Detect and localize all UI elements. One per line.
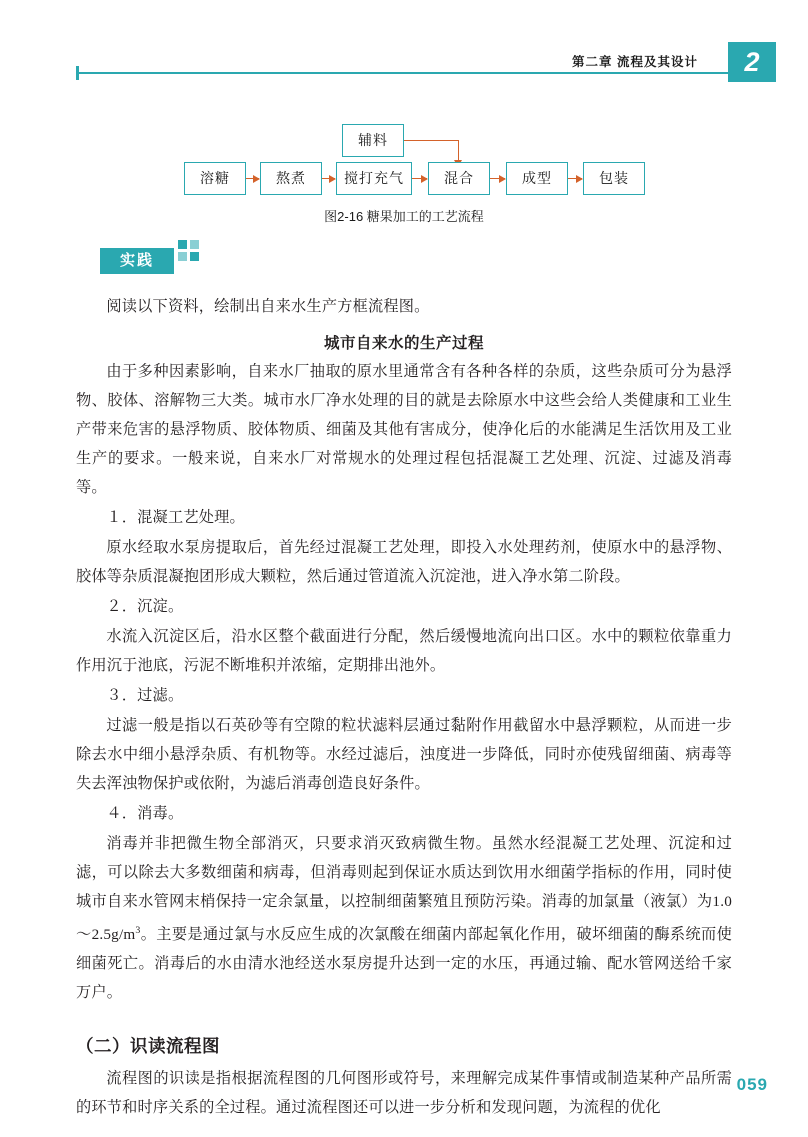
decor-square-icon	[190, 240, 199, 249]
page-number: 059	[736, 1075, 768, 1094]
step-4-text-part-a: 消毒并非把微生物全部消灭，只要求消灭致病微生物。虽然水经混凝工艺处理、沉淀和过滤，可以除去大多数细菌和病毒，但消毒则起到保证水质达到饮用水细菌学指标的作用，同时使城市自来水管网末梢保持一定余氯量，以控制细菌繁殖且预防污染。消毒的加氯量（液氯）为1.0～2.5g/m	[76, 835, 732, 944]
decor-square-icon	[178, 252, 187, 261]
page-content	[76, 292, 732, 1123]
flow-node-3: 搅打充气	[336, 162, 412, 195]
flow-arrow-3	[412, 178, 427, 179]
step-4-text-part-b: 。主要是通过氯与水反应生成的次氯酸在细菌内部起氧化作用，破坏细菌的酶系统而使细菌死亡。消毒后的水由清水池经送水泵房提升达到一定的水压，再通过输、配水管网送给千家万户。	[76, 926, 733, 1002]
step-2-title: ２．沉淀。	[106, 598, 184, 615]
chapter-label: 第二章 流程及其设计	[572, 55, 698, 69]
decor-square-icon	[178, 240, 187, 249]
flow-arrow-1	[246, 178, 259, 179]
header-rule	[76, 72, 732, 74]
figure-caption: 图2-16 糖果加工的工艺流程	[324, 209, 484, 224]
step-1-text: 原水经取水泵房提取后，首先经过混凝工艺处理，即投入水处理药剂，使原水中的悬浮物、胶体等杂质混凝抱团形成大颗粒，然后通过管道流入沉淀池，进入净水第二阶段。	[76, 539, 732, 585]
process-flow-diagram	[0, 110, 808, 224]
practice-label: 实践	[100, 248, 174, 274]
step-3-text: 过滤一般是指以石英砂等有空隙的粒状滤料层通过黏附作用截留水中悬浮颗粒，从而进一步除去水中细小悬浮杂质、有机物等。水经过滤后，浊度进一步降低，同时亦使残留细菌、病毒等失去浑浊物保护或依附，为滤后消毒创造良好条件。	[76, 717, 732, 792]
section-heading-2: （二）识读流程图	[76, 1036, 220, 1057]
flow-arrow-5	[568, 178, 582, 179]
flow-arrow-2	[322, 178, 335, 179]
page-header	[0, 42, 808, 88]
step-3-title: ３．过滤。	[106, 687, 184, 704]
flow-arrow-4	[490, 178, 505, 179]
flow-node-4: 混合	[428, 162, 490, 195]
paragraph-1: 由于多种因素影响，自来水厂抽取的原水里通常含有各种各样的杂质，这些杂质可分为悬浮物、胶体、溶解物三大类。城市水厂净水处理的目的就是去除原水中这些会给人类健康和工业生产带来危害的悬浮物质、胶体物质、细菌及其他有害成分，使净化后的水能满足生活饮用及工业生产的要求。一般来说，自来水厂对常规水的处理过程包括混凝工艺处理、沉淀、过滤及消毒等。	[76, 363, 732, 496]
step-4-text	[76, 829, 732, 1007]
feed-connector-arrow-down	[458, 140, 459, 161]
chapter-number-badge: 2	[728, 42, 776, 82]
flow-node-feed: 辅料	[342, 124, 404, 157]
article-subtitle: 城市自来水的生产过程	[323, 335, 484, 352]
step-4-superscript: 3	[135, 925, 141, 936]
section-2-paragraph: 流程图的识读是指根据流程图的几何图形或符号，来理解完成某件事情或制造某种产品所需的环节和时序关系的全过程。通过流程图还可以进一步分析和发现问题，为流程的优化	[76, 1070, 732, 1117]
step-2-text: 水流入沉淀区后，沿水区整个截面进行分配，然后缓慢地流向出口区。水中的颗粒依靠重力作用沉于池底，污泥不断堆积并浓缩，定期排出池外。	[76, 628, 732, 674]
intro-paragraph: 阅读以下资料，绘制出自来水生产方框流程图。	[106, 298, 430, 315]
step-1-title: １．混凝工艺处理。	[106, 509, 245, 526]
flow-node-1: 溶糖	[184, 162, 246, 195]
flow-node-5: 成型	[506, 162, 568, 195]
header-rule-tick	[76, 66, 79, 80]
practice-banner	[100, 240, 300, 280]
decor-square-icon	[190, 252, 199, 261]
feed-connector-horizontal	[404, 140, 459, 141]
step-4-title: ４．消毒。	[106, 805, 184, 822]
flow-node-6: 包装	[583, 162, 645, 195]
flow-node-2: 熬煮	[260, 162, 322, 195]
